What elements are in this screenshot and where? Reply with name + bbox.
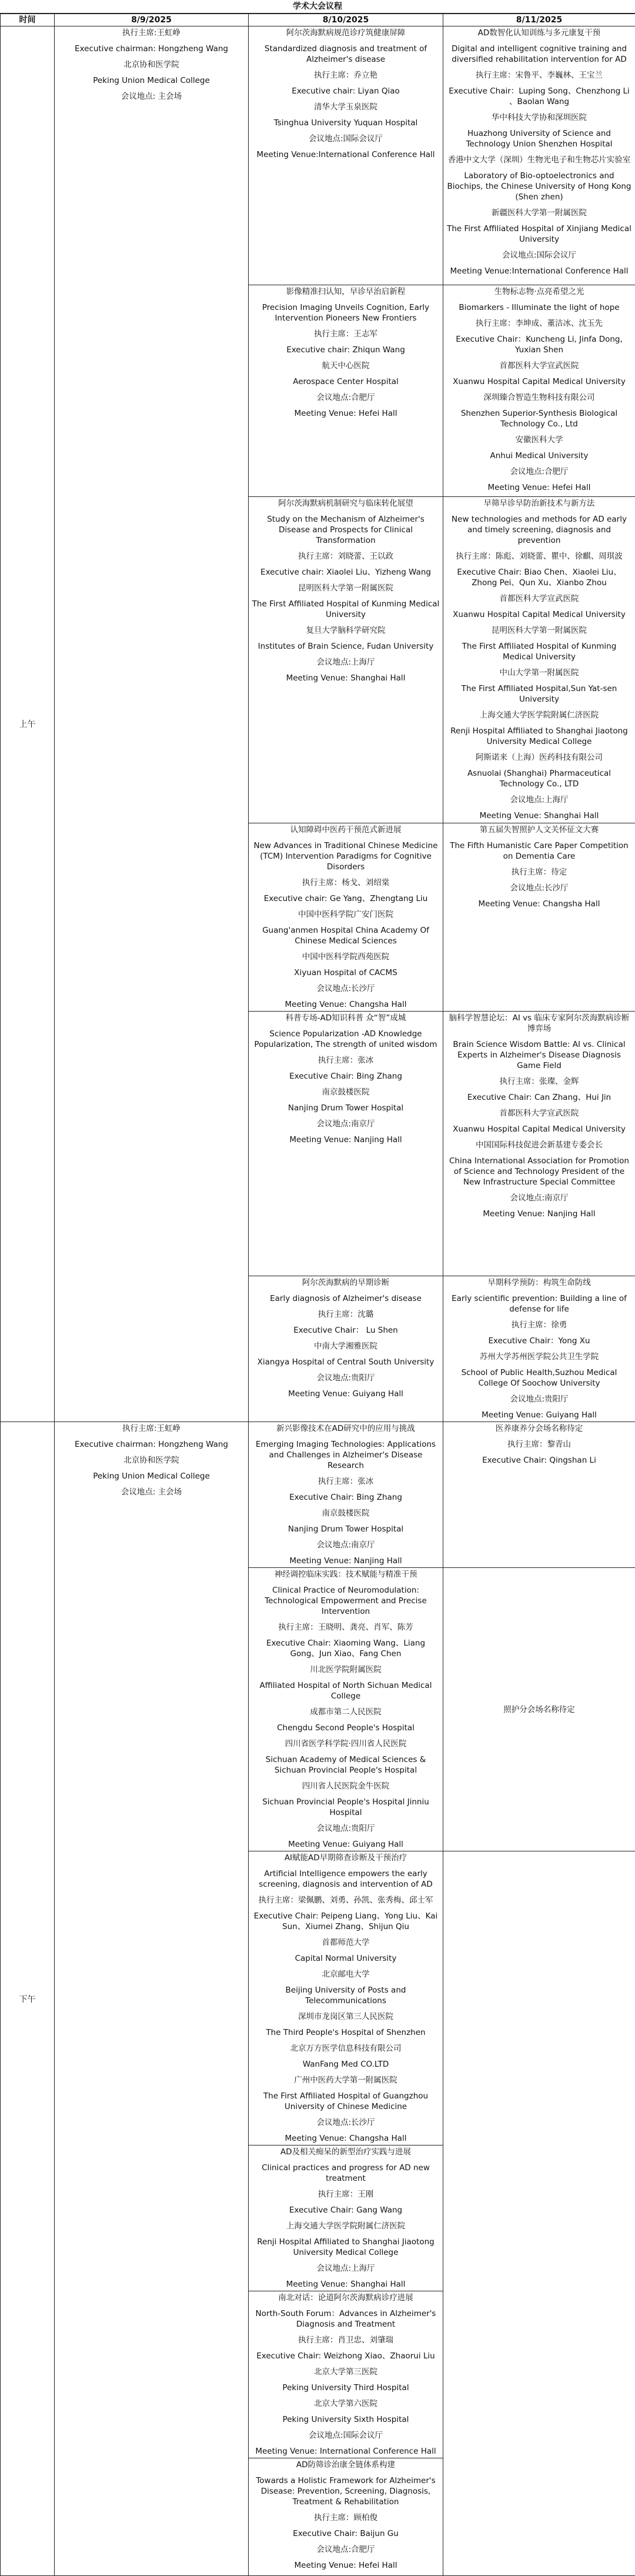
session-line: 首都医科大学宣武医院 [446, 361, 633, 371]
session-line: 中南大学湘雅医院 [251, 1341, 440, 1352]
session-line: 会议地点:南京厅 [251, 1540, 440, 1550]
session-line: Meeting Venue: Nanjing Hall [251, 1556, 440, 1566]
day3-morning-session-5 [443, 1012, 635, 1276]
session-line: Executive Chair：Kuncheng Li, Jinfa Dong, Yuxian Shen [446, 334, 633, 355]
session-line: Executive chair: Xiaolei Liu、Yizheng Wang [251, 567, 440, 578]
session-line: Meeting Venue:International Conference Hall [446, 266, 633, 276]
session-line: 生物标志物·点亮希望之光 [446, 286, 633, 297]
header-row [1, 14, 635, 26]
session-line: AD防筛诊治康全链体系构建 [251, 2460, 440, 2470]
session-line: 执行主席:王虹峥 [57, 28, 246, 38]
session-line: Nanjing Drum Tower Hospital [251, 1524, 440, 1534]
session-line: 昆明医科大学第一附属医院 [251, 583, 440, 593]
session-line: 新疆医科大学第一附属医院 [446, 208, 633, 218]
session-line: 会议地点:贵阳厅 [251, 1373, 440, 1383]
session-line: Meeting Venue: Hefei Hall [446, 482, 633, 493]
session-line: Digital and intelligent cognitive training and diversified rehabilitation intervention for AD [446, 44, 633, 65]
session-line: China International Association for Promotion of Science and Technology President of the New Infrastructure Special Committee [446, 1156, 633, 1187]
session-line: Meeting Venue: Changsha Hall [446, 899, 633, 909]
session-line: Anhui Medical University [446, 451, 633, 461]
session-line: Executive chairman: Hongzheng Wang [57, 44, 246, 54]
session-line: Executive chair: Ge Yang、Zhengtang Liu [251, 893, 440, 904]
day2-afternoon-session-1 [249, 1422, 443, 1568]
session-line: 执行主席：乔立艳 [251, 70, 440, 81]
day3-afternoon-session-1 [443, 1422, 635, 1568]
session-line: 医养康养分会场名称待定 [446, 1423, 633, 1434]
session-line: 会议地点:上海厅 [446, 795, 633, 805]
session-line: The First Affiliated Hospital of Kunming Medical University [251, 599, 440, 620]
session-line: 会议地点:南京厅 [446, 1193, 633, 1203]
day3-morning-session-2 [443, 285, 635, 497]
session-line: Peking University Third Hospital [251, 2383, 440, 2393]
session-line: Meeting Venue: Shanghai Hall [251, 673, 440, 683]
session-line: 首都医科大学宣武医院 [446, 1108, 633, 1119]
session-line: Meeting Venue: Changsha Hall [251, 999, 440, 1010]
session-line: 深圳市龙岗区第三人民医院 [251, 2011, 440, 2022]
session-line: 阿尔茨海默病规范诊疗筑健康屏障 [251, 28, 440, 38]
session-line: Meeting Venue:International Conference Hall [251, 149, 440, 160]
session-line: Peking Union Medical College [57, 1471, 246, 1481]
day2-morning-session-2 [249, 285, 443, 497]
session-line: Tsinghua University Yuquan Hospital [251, 118, 440, 128]
session-line: 中国中医科学院西苑医院 [251, 952, 440, 962]
session-line: Institutes of Brain Science, Fudan University [251, 641, 440, 652]
session-line: Brain Science Wisdom Battle: AI vs. Clinical Experts in Alzheimer's Disease Diagnosis Game Field [446, 1039, 633, 1071]
session-line: 会议地点:贵阳厅 [251, 1823, 440, 1834]
session-line: Executive Chair: Weizhong Xiao、Zhaorui Liu [251, 2351, 440, 2361]
session-line: Xuanwu Hospital Capital Medical University [446, 1124, 633, 1134]
session-line: The First Affiliated Hospital of Kunming Medical University [446, 641, 633, 662]
session-line: Meeting Venue: International Conference Hall [251, 2446, 440, 2457]
agenda-table [0, 14, 635, 2576]
session-line: 会议地点: 主会场 [57, 1487, 246, 1497]
session-line: 北京协和医学院 [57, 1455, 246, 1466]
session-line: 新兴影像技术在AD研究中的应用与挑战 [251, 1423, 440, 1434]
session-line: 会议地点:长沙厅 [251, 983, 440, 994]
session-line: 中国国际科技促进会新基建专委会长 [446, 1140, 633, 1150]
session-line: Nanjing Drum Tower Hospital [251, 1103, 440, 1113]
header-day3: 8/11/2025 [443, 14, 635, 26]
session-line: WanFang Med CO.LTD [251, 2059, 440, 2070]
session-line: 会议地点:合肥厅 [446, 466, 633, 477]
session-line: 执行主席：张冰 [251, 1476, 440, 1487]
session-line: 川北医学院附属医院 [251, 1664, 440, 1675]
day2-afternoon-session-2 [249, 1568, 443, 1851]
session-line: 北京大学第三医院 [251, 2367, 440, 2377]
session-line: Executive Chair: Can Zhang、Hui Jin [446, 1092, 633, 1103]
session-line: 北京大学第六医院 [251, 2398, 440, 2409]
session-line: Executive Chair: Peipeng Liang、Yong Liu、Kai Sun、Xiumei Zhang、Shijun Qiu [251, 1911, 440, 1932]
session-line: 执行主席：肖卫忠、刘肇瑞 [251, 2335, 440, 2345]
day1-afternoon-cell [55, 1422, 249, 2576]
session-line: Meeting Venue: Shanghai Hall [446, 810, 633, 821]
session-line: 成都市第二人民医院 [251, 1707, 440, 1717]
session-line: Xuanwu Hospital Capital Medical University [446, 376, 633, 387]
session-line: 照护分会场名称待定 [446, 1704, 633, 1715]
session-line: 执行主席：沈璐 [251, 1309, 440, 1320]
agenda-row [1, 26, 635, 285]
session-line: Executive Chair: Xiaoming Wang、Liang Gong、Jun Xiao、Fang Chen [251, 1638, 440, 1659]
session-line: 首都师范大学 [251, 1937, 440, 1948]
session-line: 华中科技大学协和深圳医院 [446, 112, 633, 123]
session-line: Executive chairman: Hongzheng Wang [57, 1439, 246, 1450]
session-line: 会议地点: 主会场 [57, 91, 246, 102]
day3-afternoon-session-2 [443, 1568, 635, 1851]
session-line: Towards a Holistic Framework for Alzheimer's Disease: Prevention, Screening, Diagnosis, Treatment & Rehabilitation [251, 2475, 440, 2507]
session-line: Chengdu Second People's Hospital [251, 1723, 440, 1733]
session-line: Beijing University of Posts and Telecommunications [251, 1985, 440, 2006]
session-line: Emerging Imaging Technologies: Applications and Challenges in Alzheimer's Disease Research [251, 1439, 440, 1471]
session-line: 执行主席：宋鲁平、李巍林、王宝兰 [446, 70, 633, 81]
session-line: Xuanwu Hospital Capital Medical University [446, 609, 633, 620]
session-line: 深圳臻合智造生物科技有限公司 [446, 392, 633, 403]
session-line: Capital Normal University [251, 1953, 440, 1964]
session-line: Meeting Venue: Shanghai Hall [251, 2279, 440, 2290]
session-line: Affiliated Hospital of North Sichuan Medical College [251, 1680, 440, 1701]
session-line: Renji Hospital Affiliated to Shanghai Jiaotong University Medical College [446, 726, 633, 747]
session-line: 第五届失智照护人文关怀征文大赛 [446, 825, 633, 835]
session-line: Asnuolai (Shanghai) Pharmaceutical Technology Co., LTD [446, 768, 633, 789]
session-line: Executive Chair: Bing Zhang [251, 1492, 440, 1503]
day2-morning-session-3 [249, 497, 443, 823]
session-line: 影像精准扫认知，早诊早治启新程 [251, 286, 440, 297]
session-line: 脑科学智慧论坛：AI vs 临床专家阿尔茨海默病诊断博弈场 [446, 1013, 633, 1034]
session-line: 执行主席：待定 [446, 867, 633, 877]
session-line: Shenzhen Superior-Synthesis Biological Technology Co., Ltd [446, 408, 633, 429]
session-line: Sichuan Provincial People's Hospital Jinniu Hospital [251, 1797, 440, 1818]
session-line: AD及相关痴呆的新型治疗实践与进展 [251, 2147, 440, 2157]
session-line: 南京鼓楼医院 [251, 1087, 440, 1097]
session-line: Executive Chair: Gang Wang [251, 2205, 440, 2215]
session-line: Early diagnosis of Alzheimer's disease [251, 1293, 440, 1304]
session-line: 执行主席：顾柏俊 [251, 2512, 440, 2523]
session-line: The First Affiliated Hospital of Guangzhou University of Chinese Medicine [251, 2091, 440, 2112]
session-line: 执行主席：陈彪、刘晓蕾、瞿中、徐麒、周琪波 [446, 551, 633, 562]
session-line: Executive chair: Liyan Qiao [251, 86, 440, 96]
session-line: 会议地点:国际会议厅 [251, 2430, 440, 2441]
session-line: The First Affiliated Hospital of Xinjiang Medical University [446, 223, 633, 245]
session-line: 上海交通大学医学院附属仁济医院 [251, 2221, 440, 2231]
agenda-row [1, 1422, 635, 1568]
session-line: 执行主席：张璨、金辉 [446, 1076, 633, 1087]
session-line: Meeting Venue: Nanjing Hall [251, 1134, 440, 1145]
session-line: Standardized diagnosis and treatment of Alzheimer's disease [251, 44, 440, 65]
day2-morning-session-5 [249, 1012, 443, 1276]
session-line: 香港中文大学（深圳）生物光电子和生物芯片实验室 [446, 155, 633, 165]
session-line: 执行主席：张冰 [251, 1055, 440, 1066]
session-line: 执行主席：徐勇 [446, 1320, 633, 1330]
period-afternoon: 下午 [1, 1422, 55, 2576]
day3-morning-session-6 [443, 1276, 635, 1422]
session-line: Huazhong University of Science and Technology Union Shenzhen Hospital [446, 128, 633, 149]
session-line: Xiyuan Hospital of CACMS [251, 967, 440, 978]
session-line: Renji Hospital Affiliated to Shanghai Jiaotong University Medical College [251, 2237, 440, 2258]
session-line: 执行主席:王虹峥 [57, 1423, 246, 1434]
session-line: 会议地点:上海厅 [251, 2263, 440, 2274]
day2-afternoon-session-6 [249, 2458, 443, 2576]
session-line: 执行主席：王晓明、龚亮、肖军、陈芳 [251, 1622, 440, 1633]
session-line: North-South Forum：Advances in Alzheimer's Diagnosis and Treatment [251, 2308, 440, 2330]
session-line: 阿尔茨海默病机制研究与临床转化展望 [251, 498, 440, 509]
session-line: 阿尔茨海默病的早期诊断 [251, 1277, 440, 1288]
session-line: 昆明医科大学第一附属医院 [446, 625, 633, 636]
session-line: 清华大学玉泉医院 [251, 102, 440, 112]
agenda-title: 学术大会议程 [0, 0, 635, 14]
session-line: Biomarkers - Illuminate the light of hope [446, 302, 633, 313]
session-line: 会议地点:国际会议厅 [446, 250, 633, 261]
session-line: Executive Chair： Lu Shen [251, 1325, 440, 1336]
day2-morning-session-6 [249, 1276, 443, 1422]
day2-morning-session-4 [249, 823, 443, 1012]
session-line: 会议地点:合肥厅 [251, 2544, 440, 2555]
session-line: New Advances in Traditional Chinese Medicine (TCM) Intervention Paradigms for Cognitive Disorders [251, 840, 440, 872]
session-line: 执行主席：梁佩鹏、刘勇、孙凯、张秀梅、邱士军 [251, 1895, 440, 1906]
session-line: The First Affiliated Hospital,Sun Yat-sen University [446, 683, 633, 705]
day3-morning-session-4 [443, 823, 635, 1012]
session-line: 阿斯诺来（上海）医药科技有限公司 [446, 752, 633, 763]
session-line: 首都医科大学宣武医院 [446, 593, 633, 604]
session-line: Clinical Practice of Neuromodulation: Technological Empowerment and Precise Intervention [251, 1585, 440, 1617]
session-line: Meeting Venue: Nanjing Hall [446, 1209, 633, 1219]
session-line: Xiangya Hospital of Central South University [251, 1357, 440, 1367]
session-line: 广州中医药大学第一附属医院 [251, 2075, 440, 2086]
session-line: 执行主席：王志军 [251, 329, 440, 339]
session-line: 早筛早诊早防治新技术与新方法 [446, 498, 633, 509]
session-line: 会议地点:贵阳厅 [446, 1394, 633, 1404]
session-line: 执行主席：李坤成、董洁冰、沈玉先 [446, 318, 633, 329]
day2-afternoon-session-5 [249, 2291, 443, 2458]
session-line: Executive Chair: Bing Zhang [251, 1071, 440, 1082]
session-line: 中山大学第一附属医院 [446, 668, 633, 678]
session-line: 执行主席：杨戈、刘绍棠 [251, 877, 440, 888]
day3-afternoon-empty [443, 1851, 635, 2576]
session-line: 南京鼓楼医院 [251, 1508, 440, 1519]
session-line: Meeting Venue: Guiyang Hall [446, 1410, 633, 1420]
session-line: Meeting Venue: Hefei Hall [251, 2560, 440, 2571]
day1-morning-cell [55, 26, 249, 1422]
session-line: 认知障碍中医药干预范式新进展 [251, 825, 440, 835]
session-line: 会议地点:上海厅 [251, 657, 440, 668]
session-line: 执行主席：王刚 [251, 2189, 440, 2200]
session-line: 北京万方医学信息科技有限公司 [251, 2043, 440, 2054]
day2-afternoon-session-4 [249, 2145, 443, 2291]
session-line: Meeting Venue: Changsha Hall [251, 2133, 440, 2144]
session-line: Sichuan Academy of Medical Sciences & Sichuan Provincial People's Hospital [251, 1754, 440, 1776]
session-line: Guang'anmen Hospital China Academy Of Chinese Medical Sciences [251, 925, 440, 946]
session-line: The Fifth Humanistic Care Paper Competition on Dementia Care [446, 840, 633, 862]
session-line: 会议地点:长沙厅 [446, 883, 633, 893]
day3-morning-session-3 [443, 497, 635, 823]
session-line: 北京协和医学院 [57, 59, 246, 70]
session-line: 会议地点:国际会议厅 [251, 134, 440, 144]
session-line: AD数智化认知训练与多元康复干预 [446, 28, 633, 38]
session-line: 南北对话：论道阿尔茨海默病诊疗进展 [251, 2293, 440, 2303]
session-line: Laboratory of Bio-optoelectronics and Biochips, the Chinese University of Hong Kong (Shen zhen) [446, 171, 633, 202]
session-line: Meeting Venue: Guiyang Hall [251, 1389, 440, 1399]
session-line: Aerospace Center Hospital [251, 376, 440, 387]
session-line: 四川省人民医院金牛医院 [251, 1781, 440, 1791]
session-line: 北京邮电大学 [251, 1969, 440, 1980]
session-line: 上海交通大学医学院附属仁济医院 [446, 710, 633, 720]
session-line: Meeting Venue: Guiyang Hall [251, 1839, 440, 1850]
header-day2: 8/10/2025 [249, 14, 443, 26]
session-line: Precision Imaging Unveils Cognition, Early Intervention Pioneers New Frontiers [251, 302, 440, 323]
session-line: Executive Chair: Biao Chen、Xiaolei Liu、Zhong Pei、Qun Xu、Xianbo Zhou [446, 567, 633, 588]
day2-afternoon-session-3 [249, 1851, 443, 2145]
session-line: 会议地点:合肥厅 [251, 392, 440, 403]
session-line: Science Popularization -AD Knowledge Popularization, The strength of united wisdom [251, 1029, 440, 1050]
session-line: 会议地点:长沙厅 [251, 2117, 440, 2128]
session-line: 四川省医学科学院·四川省人民医院 [251, 1739, 440, 1749]
session-line: 中国中医科学院广安门医院 [251, 909, 440, 920]
period-morning: 上午 [1, 26, 55, 1422]
session-line: Meeting Venue: Hefei Hall [251, 408, 440, 419]
session-line: Executive Chair：Yong Xu [446, 1336, 633, 1346]
session-line: New technologies and methods for AD early and timely screening, diagnosis and prevention [446, 514, 633, 546]
session-line: Artificial Intelligence empowers the early screening, diagnosis and intervention of AD [251, 1868, 440, 1890]
session-line: Early scientific prevention: Building a line of defense for life [446, 1293, 633, 1314]
session-line: Executive Chair: Baijun Gu [251, 2528, 440, 2539]
session-line: 复旦大学脑科学研究院 [251, 625, 440, 636]
session-line: Executive Chair: Qingshan Li [446, 1455, 633, 1466]
session-line: 苏州大学苏州医学院公共卫生学院 [446, 1352, 633, 1362]
session-line: 执行主席：黎青山 [446, 1439, 633, 1450]
session-line: 航天中心医院 [251, 361, 440, 371]
session-line: Executive chair: Zhiqun Wang [251, 345, 440, 355]
session-line: 神经调控临床实践：技术赋能与精准干预 [251, 1569, 440, 1580]
header-day1: 8/9/2025 [55, 14, 249, 26]
session-line: Peking University Sixth Hospital [251, 2414, 440, 2425]
session-line: 早期科学预防：构筑生命防线 [446, 1277, 633, 1288]
session-line: Executive Chair：Luping Song、Chenzhong Li 、Baolan Wang [446, 86, 633, 107]
session-line: AI赋能AD早期筛查诊断及干预治疗 [251, 1853, 440, 1863]
day2-morning-session-1 [249, 26, 443, 285]
session-line: School of Public Health,Suzhou Medical College Of Soochow University [446, 1367, 633, 1389]
session-line: Study on the Mechanism of Alzheimer's Disease and Prospects for Clinical Transformation [251, 514, 440, 546]
session-line: 会议地点:南京厅 [251, 1119, 440, 1129]
header-time: 时间 [1, 14, 55, 26]
day3-morning-session-1 [443, 26, 635, 285]
session-line: 执行主席：刘晓蕾、王以政 [251, 551, 440, 562]
session-line: Clinical practices and progress for AD new treatment [251, 2163, 440, 2184]
session-line: Peking Union Medical College [57, 75, 246, 86]
session-line: The Third People's Hospital of Shenzhen [251, 2027, 440, 2038]
session-line: 安徽医科大学 [446, 435, 633, 445]
session-line: 科普专场-AD知识科普 众“智”成城 [251, 1013, 440, 1023]
